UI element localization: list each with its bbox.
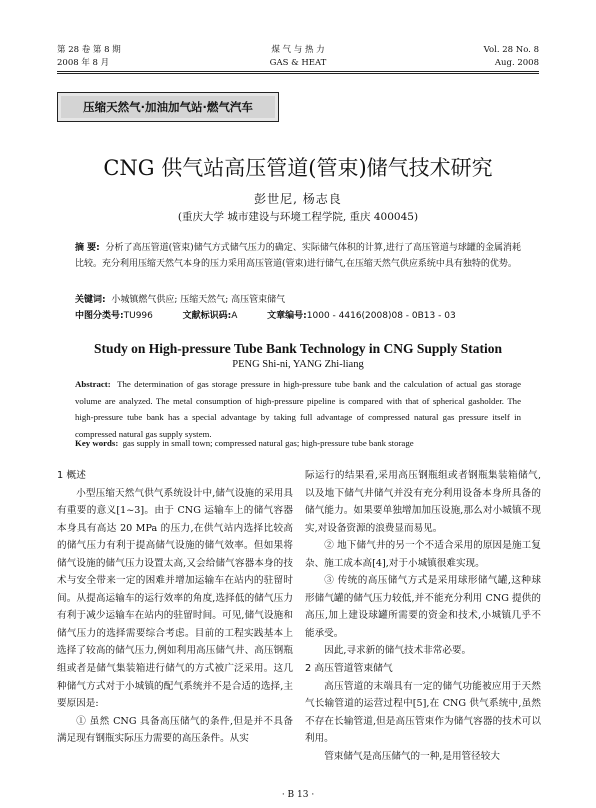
authors-cn: 彭世尼, 杨志良	[254, 192, 342, 206]
journal-volume: 第 28 卷 第 8 期	[57, 45, 121, 55]
abstract-cn-label: 摘 要:	[75, 243, 100, 253]
header-rule-bottom	[57, 73, 539, 74]
keywords-en-label: Key words:	[75, 438, 119, 448]
journal-date: 2008 年 8 月	[57, 58, 110, 68]
keywords-cn	[75, 292, 285, 305]
journal-volume-en: Vol. 28 No. 8	[483, 45, 539, 55]
paragraph: 因此,寻求新的储气技术非常必要。	[324, 645, 472, 657]
paper-title-cn: CNG 供气站高压管道(管束)储气技术研究	[103, 156, 493, 180]
journal-name-cn: 煤 气 与 热 力	[271, 45, 325, 55]
article-no-value: 1000 - 4416(2008)08 - 0B13 - 03	[306, 311, 456, 321]
journal-date-en: Aug. 2008	[494, 58, 539, 68]
column-banner-label: 压缩天然气·加油加气站·燃气汽车	[61, 96, 275, 118]
keywords-en	[75, 438, 414, 448]
paragraph: 高压管道的末端具有一定的储气功能被应用于天然气长输管道的运营过程中[5],在 CNG 供气系统中,虽然不存在长输管道,但是高压管束作为储气容器的技术可以利用。	[305, 680, 541, 745]
header-rule-top	[57, 71, 539, 72]
paragraph: 小型压缩天然气供气系统设计中,储气设施的采用具有重要的意义[1~3]。由于 CNG 运输车上的储气容器本身具有高达 20 MPa 的压力,在供气站内选择比较高的储气压力有利于提高储气设施的储气效率。但如果将储气设施的储气压力设置太高,又会给储气容器本身的技术与安全带来一定的困难并增加运输车在站内的驻留时间。从提高运输车的运行效率的角度,选择低的储气压力有利于减少运输车在站内的驻留时间。可见,储气设施和储气压力的选择需要综合考虑。目前的工程实践基本上选择了较高的储气压力,例如利用高压储气井、高压钢瓶组或者是储气集装箱进行储气的方式被广泛采用。这几种储气方式对于小城镇的配气系统并不是合适的选择,主要原因是:	[57, 487, 293, 710]
abstract-en-label: Abstract:	[75, 379, 111, 389]
abstract-en	[75, 376, 521, 442]
paragraph: 际运行的结果看,采用高压钢瓶组或者钢瓶集装箱储气,以及地下储气井储气并没有充分利用设备本身所具备的储气能力。如果要单独增加加压设施,那么对小城镇不现实,对设备资源的浪费显而易见。	[305, 470, 541, 534]
article-no-label: 文章编号:	[267, 311, 307, 321]
page-number: · B 13 ·	[281, 790, 315, 800]
paragraph: ③ 传统的高压储气方式是采用球形储气罐,这种球形储气罐的储气压力较低,并不能充分利用 CNG 提供的高压,加上建设球罐所需要的资金和技术,小城镇几乎不能承受。	[305, 575, 541, 639]
keywords-cn-text: 小城镇燃气供应; 压缩天然气; 高压管束储气	[111, 295, 286, 305]
abstract-cn-text: 分析了高压管道(管束)储气方式储气压力的确定、实际储气体积的计算,进行了高压管道与球罐的金属消耗比较。充分利用压缩天然气本身的压力采用高压管道(管束)进行储气,在压缩天然气供应系统中具有独特的优势。	[75, 243, 521, 269]
paragraph: ① 虽然 CNG 具备高压储气的条件,但是并不具备满足现有钢瓶实际压力需要的高压条件。从实	[57, 715, 293, 745]
classification-row	[75, 308, 456, 321]
doc-code-value: A	[231, 311, 238, 321]
section-2-heading: 2 高压管道管束储气	[305, 663, 393, 675]
section-1-heading: 1 概述	[57, 470, 86, 481]
authors-en: PENG Shi-ni, YANG Zhi-liang	[232, 359, 364, 370]
clc-label: 中图分类号:	[75, 311, 124, 321]
clc-value: TU996	[123, 311, 153, 321]
journal-name-en: GAS & HEAT	[269, 58, 327, 68]
body-left-column	[57, 467, 293, 748]
paragraph: 管束储气是高压储气的一种,是用管径较大	[324, 750, 500, 762]
abstract-en-text: The determination of gas storage pressure in high-pressure tube bank and the calculation of actual gas storage volume are analyzed. The metal consumption of high-pressure pipeline is compared with that of spherical gasholder. The high-pressure tube bank has a special advantage by taking full advantage of compressed natural gas pressure itself in compressed natural gas supply system.	[75, 379, 521, 439]
paragraph: ② 地下储气井的另一个不适合采用的原因是施工复杂、施工成本高[4],对于小城镇很难实现。	[305, 540, 541, 569]
affiliation-cn: (重庆大学 城市建设与环境工程学院, 重庆 400045)	[177, 211, 419, 223]
paper-title-en: Study on High-pressure Tube Bank Technology in CNG Supply Station	[93, 341, 503, 356]
body-right-column	[305, 467, 541, 765]
column-banner	[57, 92, 279, 122]
keywords-cn-label: 关键词:	[75, 295, 106, 305]
doc-code-label: 文献标识码:	[182, 311, 232, 321]
keywords-en-text: gas supply in small town; compressed natural gas; high-pressure tube bank storage	[122, 438, 414, 448]
abstract-cn	[75, 241, 521, 272]
